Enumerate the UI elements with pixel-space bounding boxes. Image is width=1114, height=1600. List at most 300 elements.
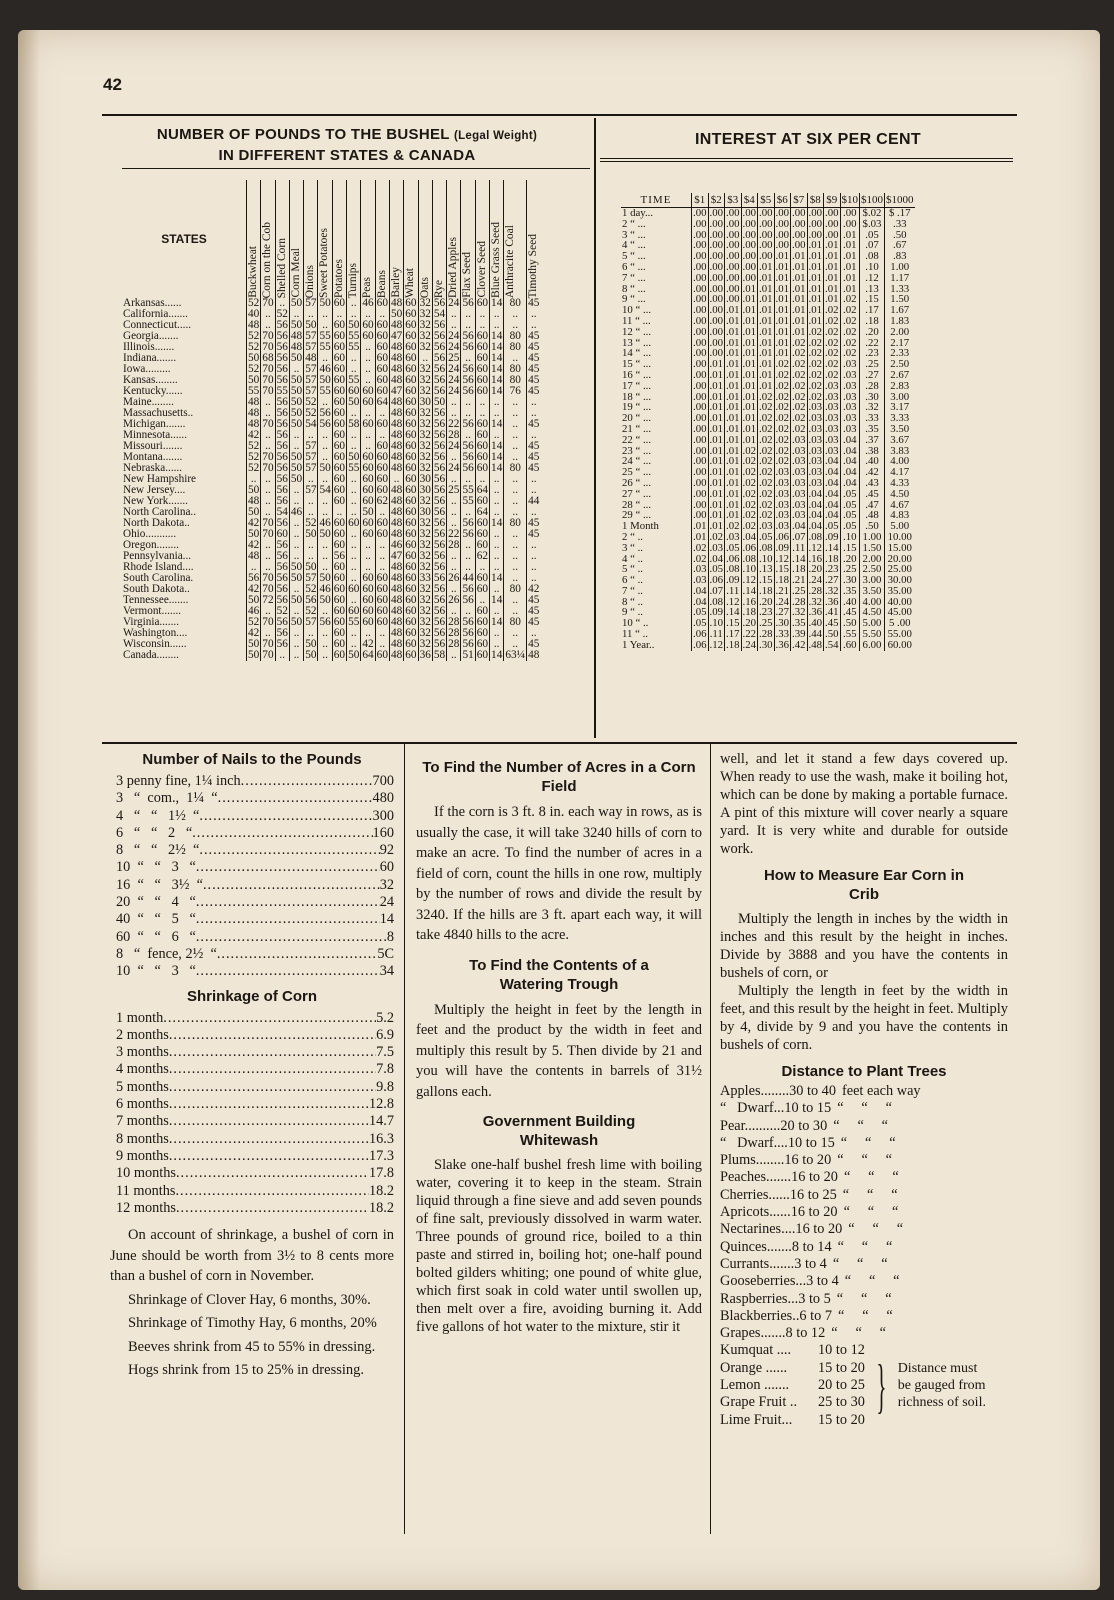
interest-cell: .08	[742, 552, 756, 565]
bushel-cell: ..	[490, 309, 504, 320]
bushel-cell: 48	[390, 374, 403, 386]
shrinkage-period: 8 months	[116, 1130, 169, 1147]
bushel-cell: 50	[319, 297, 331, 309]
shrinkage-note: Shrinkage of Timothy Hay, 6 months, 20%	[128, 1315, 377, 1332]
bushel-cell: 56	[276, 484, 288, 496]
bushel-cell: 32	[419, 528, 431, 540]
state-name: New Hampshire	[123, 473, 197, 485]
bushel-cell: 60	[405, 352, 417, 364]
bushel-cell: 56	[462, 374, 474, 386]
interest-cell: .01	[726, 498, 740, 511]
interest-cell: .54	[825, 638, 839, 651]
interest-time: 6 “ ..	[622, 574, 643, 587]
bushel-cell: 60	[348, 583, 360, 595]
interest-cell: .01	[840, 273, 860, 284]
bushel-cell: ..	[318, 551, 332, 562]
interest-cell: .04	[825, 509, 839, 522]
bushel-cell: 56	[319, 418, 331, 430]
bushel-cell: 60	[376, 605, 388, 617]
nail-size: 8 “ fence, 2½ “	[116, 945, 217, 962]
bushel-cell: 42	[362, 638, 374, 650]
bushel-cell: 60	[333, 561, 346, 573]
interest-cell: .01	[709, 379, 723, 392]
bushel-cell: 32	[419, 341, 431, 353]
bushel-cell: 60	[405, 583, 417, 595]
interest-time: 5 “ ..	[622, 563, 643, 576]
interest-cell: .00	[742, 228, 756, 241]
bushel-cell: 50	[290, 572, 303, 584]
interest-cell: .01	[742, 368, 756, 381]
shrinkage-row	[116, 1183, 394, 1200]
bushel-cell: ..	[490, 320, 504, 331]
interest-cell: .01	[742, 358, 756, 371]
interest-cell: 4.50	[885, 489, 915, 500]
interest-cell: .10	[709, 617, 723, 630]
interest-cell: .00	[693, 271, 707, 284]
leader-dots	[175, 1183, 369, 1200]
bushel-cell: 60	[376, 616, 388, 628]
bushel-cell: ..	[527, 485, 541, 496]
bushel-cell: 60	[376, 594, 388, 606]
bushel-cell: ..	[504, 474, 527, 485]
interest-cell: .01	[709, 422, 723, 435]
bushel-cell: 80	[504, 518, 527, 529]
interest-column-header: $10	[841, 193, 858, 206]
state-name: Pennsylvania...	[123, 550, 192, 562]
interest-cell: .02	[759, 455, 773, 468]
interest-cell: .04	[693, 595, 707, 608]
bushel-cell: 45	[528, 594, 540, 606]
bushel-cell: 60	[476, 462, 489, 474]
bushel-cell: ..	[375, 562, 389, 573]
nail-count: 32	[379, 876, 394, 893]
tree-name: Pear..........	[720, 1117, 781, 1134]
bushel-cell: 56	[433, 319, 446, 331]
bushel-cell: ..	[289, 606, 303, 617]
bushel-cell: 76	[504, 386, 527, 397]
bushel-cell: ..	[247, 474, 261, 485]
bushel-cell: 50	[290, 385, 303, 397]
interest-cell: .02	[775, 390, 789, 403]
interest-cell: .03	[775, 509, 789, 522]
interest-cell: 3.00	[860, 575, 885, 586]
interest-cell: 2.83	[885, 381, 915, 392]
bushel-cell: 60	[362, 462, 374, 474]
bushel-cell: 50	[305, 319, 317, 331]
bushel-cell: 60	[405, 495, 417, 507]
bushel-cell: ..	[347, 364, 361, 375]
citrus-block	[720, 1342, 1008, 1428]
bushel-cell: 64	[476, 506, 489, 518]
bushel-cell: 60	[376, 517, 388, 529]
bushel-cell: 60	[376, 528, 388, 540]
shrinkage-period: 2 months	[116, 1026, 169, 1043]
bushel-cell: 60	[333, 638, 346, 650]
bushel-cell: 30	[419, 473, 431, 485]
interest-cell: .25	[860, 359, 885, 370]
bushel-cell: ..	[261, 320, 275, 331]
bushel-cell: 56	[462, 330, 474, 342]
interest-cell: .03	[792, 466, 806, 479]
interest-cell: .14	[742, 584, 756, 597]
shrinkage-percent: 18.2	[368, 1182, 394, 1199]
bushel-cell: 70	[262, 363, 274, 375]
bushel-cell: 60	[362, 594, 374, 606]
interest-cell: .01	[726, 444, 740, 457]
bushel-cell: ..	[347, 353, 361, 364]
interest-cell: .02	[693, 541, 707, 554]
interest-cell: .03	[759, 520, 773, 533]
interest-cell: .01	[726, 325, 740, 338]
bushel-cell: 57	[305, 451, 317, 463]
bushel-cell: ..	[504, 606, 527, 617]
bushel-cell: ..	[504, 540, 527, 551]
shrinkage-period: 11 months	[116, 1182, 176, 1199]
state-name: Virginia.......	[123, 616, 179, 628]
interest-cell: 2.00	[860, 554, 885, 565]
interest-cell: .00	[726, 282, 740, 295]
state-name: Washington....	[123, 627, 188, 639]
interest-cell: .00	[709, 271, 723, 284]
tree-name: Cherries......	[720, 1186, 790, 1203]
interest-cell: .02	[742, 476, 756, 489]
bushel-cell: 50	[290, 319, 303, 331]
bushel-cell: 45	[528, 462, 540, 474]
bushel-cell: 56	[276, 638, 288, 650]
interest-cell: .02	[808, 379, 822, 392]
bushel-cell: ..	[490, 639, 504, 650]
nails-title: Number of Nails to the Pounds	[142, 751, 362, 768]
bushel-cell: 56	[276, 550, 288, 562]
bushel-cell: 48	[390, 616, 403, 628]
bushel-cell: 60	[405, 539, 417, 551]
shrinkage-note: Shrinkage of Clover Hay, 6 months, 30%.	[128, 1291, 371, 1308]
interest-cell: .03	[792, 455, 806, 468]
interest-cell: .07	[860, 240, 885, 251]
bushel-cell: ..	[261, 496, 275, 507]
bushel-cell: 60	[376, 583, 388, 595]
bushel-cell: 26	[448, 572, 460, 584]
bushel-column-header	[490, 180, 504, 298]
bushel-cell: ..	[289, 518, 303, 529]
interest-cell: .00	[693, 336, 707, 349]
tree-row	[720, 1325, 1008, 1342]
bushel-cell: 60	[348, 385, 360, 397]
nail-size: 40 “ “ 5 “	[116, 911, 196, 928]
bushel-cell: 48	[390, 462, 403, 474]
interest-cell: .06	[775, 530, 789, 543]
bushel-cell: ..	[289, 639, 303, 650]
tree-name: Gooseberries...	[720, 1273, 807, 1290]
bushel-cell: ..	[461, 408, 475, 419]
interest-cell: .01	[693, 530, 707, 543]
interest-cell: .01	[825, 271, 839, 284]
interest-cell: .03	[792, 498, 806, 511]
shrinkage-percent: 6.9	[376, 1026, 394, 1043]
bushel-cell: 50	[305, 561, 317, 573]
nail-count: 14	[379, 911, 394, 928]
shrinkage-row	[116, 1200, 394, 1217]
nail-row	[116, 773, 394, 790]
bushel-cell: 60	[376, 385, 388, 397]
interest-cell: .35	[860, 424, 885, 435]
acres-title: To Find the Number of Acres in a Corn Field	[422, 759, 696, 795]
interest-cell: .18	[759, 584, 773, 597]
interest-cell: .13	[860, 284, 885, 295]
interest-time: 20 “ ...	[622, 412, 652, 425]
tree-name: Nectarines....	[720, 1221, 796, 1238]
interest-cell: 2.50	[860, 564, 885, 575]
interest-cell: 2.33	[885, 348, 915, 359]
bushel-cell: ..	[447, 309, 461, 320]
bushel-cell: 57	[305, 440, 317, 452]
tree-unit: “ “ “	[842, 1186, 898, 1203]
interest-cell: .12	[775, 552, 789, 565]
bushel-cell: 51	[462, 649, 474, 661]
interest-cell: .06	[693, 638, 707, 651]
interest-cell: .02	[808, 368, 822, 381]
interest-cell: .20	[742, 617, 756, 630]
citrus-name: Kumquat ....	[720, 1342, 792, 1359]
bushel-cell: 70	[262, 616, 274, 628]
middle-column	[416, 758, 702, 1336]
bushel-cell: 55	[462, 484, 474, 496]
bushel-cell: 80	[504, 331, 527, 342]
bushel-cell: 48	[290, 341, 303, 353]
bushel-cell: 50	[348, 396, 360, 408]
interest-table-row	[621, 219, 915, 230]
interest-cell: .00	[693, 390, 707, 403]
interest-time: 6 “ ...	[622, 260, 646, 273]
bushel-cell: 60	[376, 484, 388, 496]
interest-cell: .03	[775, 466, 789, 479]
bushel-cell: 25	[448, 352, 460, 364]
interest-cell: .02	[759, 476, 773, 489]
bushel-cell: ..	[475, 595, 489, 606]
interest-cell: .60	[840, 640, 860, 651]
bushel-cell: 70	[262, 528, 274, 540]
bushel-cell: 32	[419, 616, 431, 628]
interest-cell: .00	[709, 217, 723, 230]
tree-distance: 16 to 20	[784, 1152, 832, 1169]
bushel-cell: 32	[419, 495, 431, 507]
bushel-cell: 56	[433, 462, 446, 474]
state-name: South Carolina.	[123, 572, 194, 584]
shrinkage-notes	[110, 1225, 394, 1381]
interest-cell: .01	[808, 304, 822, 317]
interest-cell: .00	[792, 207, 806, 219]
interest-cell: .01	[742, 293, 756, 306]
interest-cell: .00	[693, 444, 707, 457]
bushel-cell: 60	[405, 638, 417, 650]
shrinkage-percent: 5.2	[376, 1009, 394, 1026]
bushel-cell: 52	[248, 341, 260, 353]
leader-dots	[169, 1027, 376, 1044]
bushel-cell: 60	[405, 374, 417, 386]
interest-cell: .06	[726, 552, 740, 565]
bushel-cell: 48	[390, 484, 403, 496]
bushel-cell: 56	[333, 550, 346, 562]
interest-title-rule-2	[600, 161, 1013, 162]
interest-cell: .00	[709, 239, 723, 252]
interest-cell: .01	[726, 358, 740, 371]
interest-cell: 3.50	[860, 586, 885, 597]
top-rule	[102, 114, 1017, 116]
bushel-cell: ..	[361, 562, 375, 573]
bushel-cell: 56	[319, 616, 331, 628]
citrus-distance: 10 to 12	[818, 1342, 865, 1359]
interest-cell: 4.33	[885, 478, 915, 489]
bushel-cell: 50	[305, 649, 317, 661]
tree-unit: “ “ “	[840, 1134, 896, 1151]
bushel-table-row	[122, 650, 540, 661]
bushel-cell: ..	[461, 540, 475, 551]
leader-dots	[196, 911, 380, 928]
bushel-column-label: Sweet Potatoes	[318, 228, 331, 298]
leader-dots	[169, 1096, 369, 1113]
bushel-cell: 60	[376, 418, 388, 430]
bushel-cell: ..	[490, 562, 504, 573]
interest-title-rule	[600, 158, 1013, 159]
bushel-cell: 60	[405, 440, 417, 452]
nail-row	[116, 946, 394, 963]
bushel-cell: 42	[528, 583, 540, 595]
bushel-cell: 60	[405, 528, 417, 540]
interest-column-header: $6	[774, 193, 791, 208]
interest-cell: .18	[726, 638, 740, 651]
citrus-note: Distance must be gauged from richness of soil.	[897, 1361, 986, 1411]
interest-table-row	[621, 381, 915, 392]
interest-cell: 5.50	[860, 629, 885, 640]
bushel-cell: 56	[276, 341, 288, 353]
bushel-cell: 60	[476, 363, 489, 375]
tree-unit: “ “ “	[837, 1238, 893, 1255]
bushel-cell: 56	[433, 385, 446, 397]
interest-cell: .00	[775, 207, 789, 219]
bushel-cell: 57	[305, 297, 317, 309]
bushel-cell: 32	[419, 539, 431, 551]
leader-dots	[192, 825, 372, 842]
bushel-cell: ..	[447, 496, 461, 507]
bushel-cell: 48	[390, 495, 403, 507]
bushel-cell: 56	[433, 330, 446, 342]
bushel-column-label: Onions	[304, 264, 317, 298]
state-name: Indiana.......	[123, 352, 177, 364]
interest-cell: 3.83	[885, 446, 915, 457]
bushel-cell: 60	[333, 440, 346, 452]
bushel-cell: 14	[491, 616, 503, 628]
bushel-column-label: Wheat	[404, 267, 417, 298]
bushel-cell: 32	[419, 440, 431, 452]
interest-cell: .01	[825, 239, 839, 252]
interest-table	[621, 193, 915, 651]
interest-cell: .00	[693, 293, 707, 306]
state-name: Connecticut.....	[123, 319, 192, 331]
bushel-cell: 60	[405, 572, 417, 584]
interest-cell: .01	[726, 379, 740, 392]
interest-cell: 55.00	[885, 629, 915, 640]
interest-cell: .14	[825, 541, 839, 554]
bushel-cell: ..	[447, 474, 461, 485]
bushel-cell: 22	[448, 528, 460, 540]
bushel-cell: ..	[361, 408, 375, 419]
bushel-cell: 52	[248, 462, 260, 474]
bushel-cell: ..	[289, 441, 303, 452]
bushel-cell: 56	[462, 638, 474, 650]
bushel-cell: 70	[262, 572, 274, 584]
leader-dots	[176, 1165, 369, 1182]
bushel-cell: ..	[304, 474, 318, 485]
state-name: Kentucky......	[123, 385, 183, 397]
bushel-cell: 14	[491, 649, 503, 661]
interest-time: 2 “ ...	[622, 217, 646, 230]
interest-cell: .03	[775, 476, 789, 489]
bushel-cell: 60	[333, 572, 346, 584]
interest-cell: .01	[709, 444, 723, 457]
bushel-cell: 60	[376, 572, 388, 584]
interest-cell: .03	[840, 424, 860, 435]
interest-cell: .00	[709, 314, 723, 327]
bushel-cell: 14	[491, 330, 503, 342]
interest-cell: .03	[808, 466, 822, 479]
interest-cell: .01	[693, 520, 707, 533]
interest-cell: .07	[792, 530, 806, 543]
interest-cell: .02	[742, 498, 756, 511]
tree-row	[720, 1169, 1008, 1186]
interest-cell: .03	[808, 433, 822, 446]
interest-cell: .00	[742, 271, 756, 284]
tree-row	[720, 1152, 1008, 1169]
interest-cell: 5 .00	[885, 618, 915, 629]
interest-cell: .00	[693, 347, 707, 360]
bushel-cell: 45	[528, 517, 540, 529]
interest-cell: 6.00	[860, 640, 885, 651]
interest-time: 19 “ ...	[622, 401, 652, 414]
interest-cell: .32	[860, 402, 885, 413]
bushel-cell: 60	[362, 528, 374, 540]
bushel-cell: 60	[405, 319, 417, 331]
interest-cell: 60.00	[885, 640, 915, 651]
leader-dots	[169, 1061, 376, 1078]
bushel-cell: 56	[433, 616, 446, 628]
interest-cell: .00	[693, 498, 707, 511]
interest-time: 21 “ ...	[622, 422, 652, 435]
nail-count: 34	[379, 963, 394, 980]
interest-cell: .02	[808, 358, 822, 371]
bushel-cell: 70	[262, 374, 274, 386]
bushel-cell: 28	[448, 616, 460, 628]
nail-row	[116, 808, 394, 825]
bushel-cell: 30	[419, 484, 431, 496]
bushel-cell: ..	[504, 496, 527, 507]
interest-cell: .28	[759, 628, 773, 641]
bushel-cell: 47	[390, 330, 403, 342]
bushel-column-label: Anthracite Coal	[504, 224, 517, 298]
bushel-cell: 58	[348, 418, 360, 430]
interest-time: 15 “ ...	[622, 358, 652, 371]
interest-cell: .02	[775, 379, 789, 392]
interest-cell: .03	[808, 444, 822, 457]
interest-cell: .01	[709, 401, 723, 414]
interest-cell: .02	[792, 390, 806, 403]
bushel-cell: 60	[476, 616, 489, 628]
whitewash-text: Slake one-half bushel fresh lime with boiling water, covering it to keep in the steam. Strain liquid through a fine sieve and add seven pounds of fine salt, previously dissolved in warm water. Three pounds of ground rice, boiled to a thin paste and stirred in, boiling hot; one-half pound bolted gilders whiting; one pound of white glue, which first soak in cold water until swollen up, then melt over a fire, avoiding burning it. Add five gallons of hot water to the mixture, stir it	[416, 1157, 702, 1335]
interest-cell: .16	[808, 552, 822, 565]
interest-cell: .03	[840, 381, 860, 392]
interest-cell: .16	[742, 595, 756, 608]
bushel-cell: 45	[528, 385, 540, 397]
bushel-cell: 30	[419, 396, 431, 408]
